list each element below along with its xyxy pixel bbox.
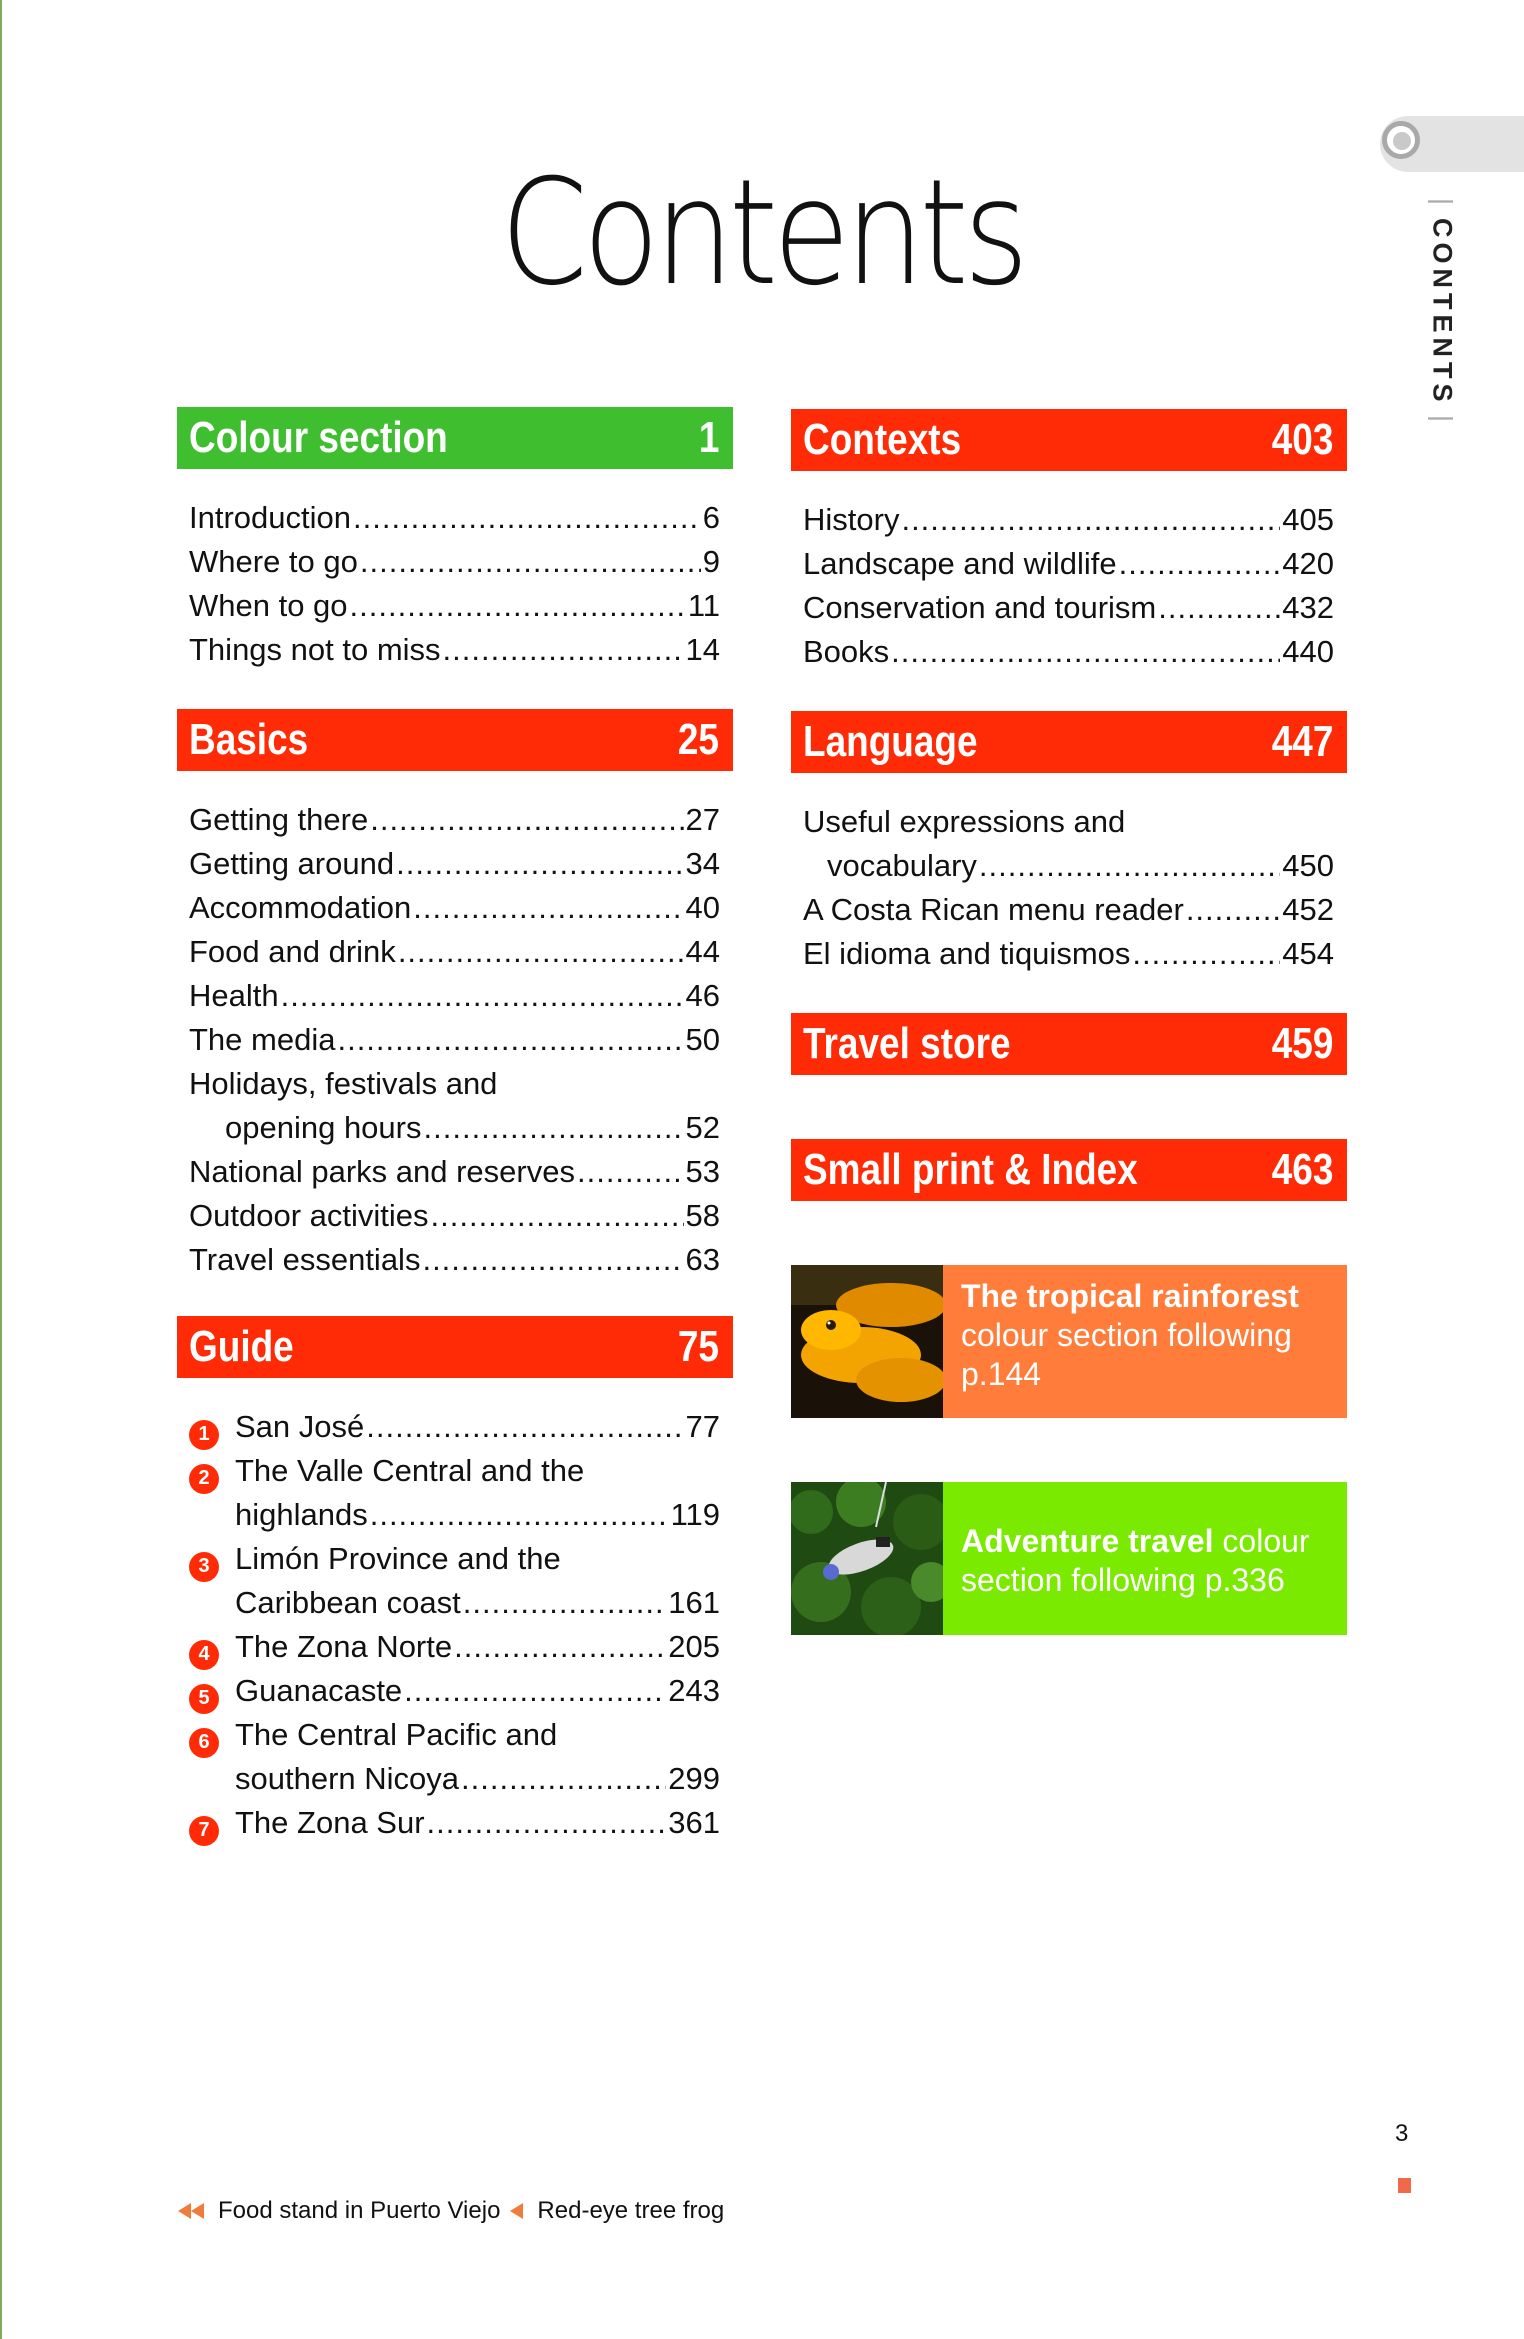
toc-entry[interactable]: Accommodation ..... 40 <box>189 890 720 934</box>
language-entries <box>803 804 1334 980</box>
left-edge-rule <box>0 0 2 2339</box>
side-label-text: CONTENTS <box>1427 218 1458 407</box>
snake-photo <box>791 1265 943 1418</box>
photo-caption <box>178 2197 724 2225</box>
chapter-number-badge: 6 <box>189 1728 219 1758</box>
guide-entry[interactable]: 4 The Zona Norte ..... 205 <box>189 1629 720 1673</box>
toc-entry-line1[interactable]: Holidays, festivals and <box>189 1066 498 1101</box>
toc-entry[interactable]: Getting around ..... 34 <box>189 846 720 890</box>
promo-text <box>943 1265 1347 1418</box>
side-label-bar-top: | <box>1427 198 1458 211</box>
guide-entry-line2[interactable]: Caribbean coast ..... 161 <box>189 1585 720 1629</box>
toc-entry-line1[interactable]: Useful expressions and <box>803 804 1126 839</box>
section-header-small-print[interactable] <box>791 1139 1347 1201</box>
guide-entry[interactable]: 1 San José ..... 77 <box>189 1409 720 1453</box>
promo-text <box>943 1482 1347 1635</box>
page-title: Contents <box>500 148 1024 318</box>
chapter-number-badge: 2 <box>189 1464 219 1494</box>
promo-title: The tropical rainforest <box>961 1278 1299 1314</box>
toc-entry[interactable]: When to go ..... 11 <box>189 588 720 632</box>
chapter-number-badge: 5 <box>189 1684 219 1714</box>
caption-first: Food stand in Puerto Viejo <box>218 2197 501 2224</box>
arrow-left-icon <box>178 2203 191 2219</box>
section-header-language[interactable] <box>791 711 1347 773</box>
section-page: 75 <box>677 1322 719 1371</box>
arrow-left-icon <box>510 2203 523 2219</box>
section-title: Language <box>803 717 978 766</box>
side-section-label <box>1427 198 1458 427</box>
section-title: Basics <box>189 715 309 764</box>
section-header-travel-store[interactable] <box>791 1013 1347 1075</box>
toc-entry[interactable]: The media ..... 50 <box>189 1022 720 1066</box>
promo-body: colour section following p.144 <box>961 1317 1292 1392</box>
page-marker <box>1398 2178 1411 2193</box>
guide-entry-line2[interactable]: highlands ..... 119 <box>189 1497 720 1541</box>
section-header-contexts[interactable] <box>791 409 1347 471</box>
toc-entry[interactable]: Food and drink ..... 44 <box>189 934 720 978</box>
promo-title: Adventure travel <box>961 1523 1214 1559</box>
toc-entry-line2[interactable]: opening hours ..... 52 <box>189 1110 720 1154</box>
basics-entries <box>189 802 720 1286</box>
section-page: 463 <box>1271 1145 1333 1194</box>
chapter-number-badge: 3 <box>189 1552 219 1582</box>
colour-entries <box>189 500 720 676</box>
section-page: 1 <box>698 413 719 462</box>
guide-entry-line1[interactable]: 2 The Valle Central and the <box>189 1453 720 1497</box>
guide-entry-line1[interactable]: 6 The Central Pacific and <box>189 1717 720 1761</box>
section-header-guide[interactable] <box>177 1316 733 1378</box>
toc-entry[interactable]: Where to go ..... 9 <box>189 544 720 588</box>
section-page: 459 <box>1271 1019 1333 1068</box>
section-title: Travel store <box>803 1019 1011 1068</box>
toc-entry[interactable]: A Costa Rican menu reader ..... 452 <box>803 892 1334 936</box>
guide-entry[interactable]: 7 The Zona Sur ..... 361 <box>189 1805 720 1849</box>
tab-circle-icon <box>1382 121 1420 159</box>
toc-entry[interactable]: Things not to miss ..... 14 <box>189 632 720 676</box>
guide-entry[interactable]: 5 Guanacaste ..... 243 <box>189 1673 720 1717</box>
section-page: 447 <box>1271 717 1333 766</box>
toc-entry[interactable]: Landscape and wildlife ..... 420 <box>803 546 1334 590</box>
arrow-left-icon <box>191 2203 204 2219</box>
section-title: Guide <box>189 1322 294 1371</box>
zipline-photo <box>791 1482 943 1635</box>
caption-second: Red-eye tree frog <box>537 2197 725 2224</box>
toc-entry[interactable]: Travel essentials ..... 63 <box>189 1242 720 1286</box>
section-title: Small print & Index <box>803 1145 1138 1194</box>
section-title: Colour section <box>189 413 448 462</box>
promo-rainforest[interactable] <box>791 1265 1347 1418</box>
section-page: 403 <box>1271 415 1333 464</box>
chapter-number-badge: 7 <box>189 1816 219 1846</box>
guide-entries <box>189 1409 720 1849</box>
toc-entry[interactable]: Health ..... 46 <box>189 978 720 1022</box>
promo-adventure[interactable] <box>791 1482 1347 1635</box>
chapter-number-badge: 1 <box>189 1420 219 1450</box>
promo-body: colour section following p.336 <box>961 1523 1310 1598</box>
toc-entry[interactable]: Introduction ..... 6 <box>189 500 720 544</box>
toc-entry-line2[interactable]: vocabulary ..... 450 <box>803 848 1334 892</box>
toc-entry[interactable]: National parks and reserves ..... 53 <box>189 1154 720 1198</box>
chapter-number-badge: 4 <box>189 1640 219 1670</box>
toc-entry[interactable]: Books ..... 440 <box>803 634 1334 678</box>
section-header-colour[interactable] <box>177 407 733 469</box>
toc-entry[interactable]: Outdoor activities ..... 58 <box>189 1198 720 1242</box>
toc-entry[interactable]: El idioma and tiquismos ..... 454 <box>803 936 1334 980</box>
toc-entry[interactable]: History ..... 405 <box>803 502 1334 546</box>
side-label-bar-bottom: | <box>1427 414 1458 427</box>
toc-entry[interactable]: Conservation and tourism ..... 432 <box>803 590 1334 634</box>
page-number: 3 <box>1395 2120 1409 2147</box>
toc-entry[interactable]: Getting there ..... 27 <box>189 802 720 846</box>
guide-entry-line2[interactable]: southern Nicoya ..... 299 <box>189 1761 720 1805</box>
section-header-basics[interactable] <box>177 709 733 771</box>
section-page: 25 <box>677 715 719 764</box>
contexts-entries <box>803 502 1334 678</box>
guide-entry-line1[interactable]: 3 Limón Province and the <box>189 1541 720 1585</box>
section-title: Contexts <box>803 415 962 464</box>
